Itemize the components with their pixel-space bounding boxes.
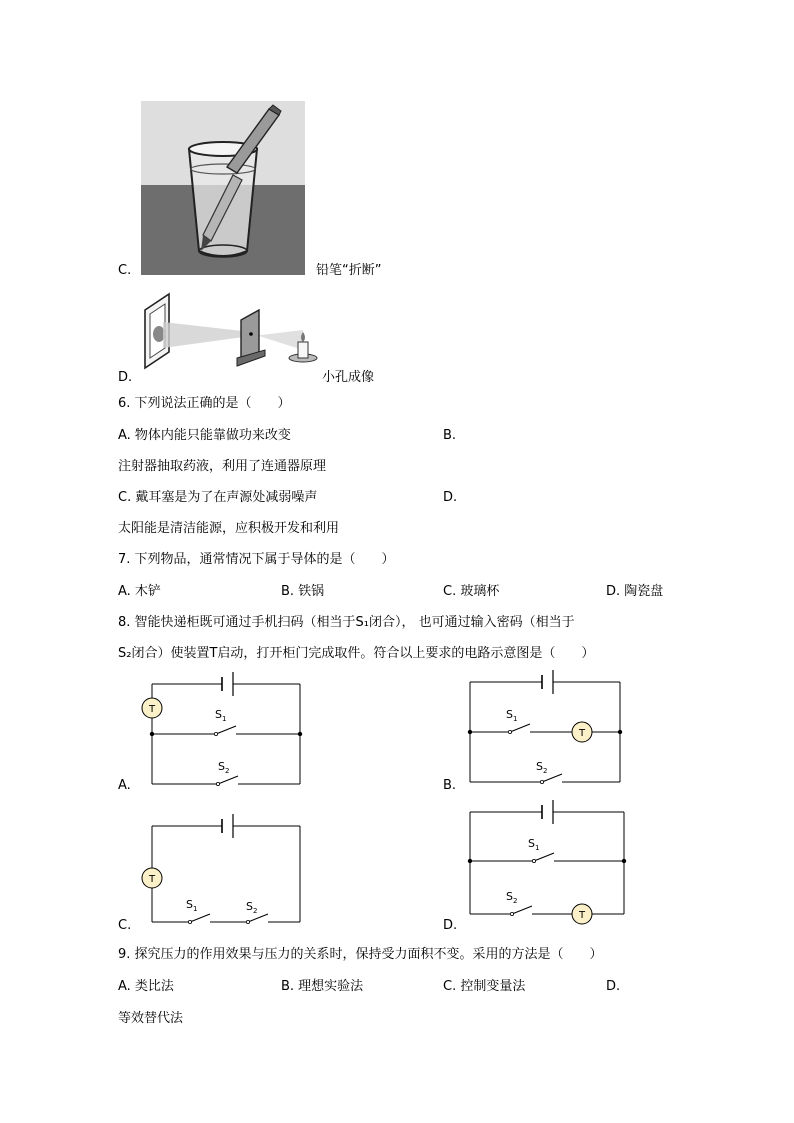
- circuit-c-s2: S: [246, 900, 253, 913]
- question-6-option-c: C. 戴耳塞是为了在声源处减弱噪声: [118, 490, 318, 505]
- circuit-d-s1-sub: 1: [535, 844, 540, 852]
- circuit-a-s2: S: [218, 760, 225, 773]
- question-7-option-b: B. 铁锅: [281, 584, 325, 599]
- option-c-label: C.: [118, 263, 132, 278]
- question-7-stem: 7. 下列物品，通常情况下属于导体的是（ ）: [118, 552, 395, 567]
- circuit-b-diagram: [462, 670, 632, 790]
- circuit-a-device-t: T: [148, 704, 156, 715]
- question-6-stem: 6. 下列说法正确的是（ ）: [118, 396, 291, 411]
- circuit-d-device-t: T: [578, 910, 586, 921]
- circuit-a-s1-sub: 1: [222, 715, 227, 723]
- question-9-option-b: B. 理想实验法: [281, 979, 364, 994]
- question-7-option-d: D. 陶瓷盘: [606, 584, 664, 599]
- pencil-in-water-image: [141, 101, 305, 275]
- circuit-b-s1: S: [506, 708, 513, 721]
- question-6-option-a: A. 物体内能只能靠做功来改变: [118, 428, 291, 443]
- option-c-caption: 铅笔“折断”: [316, 263, 382, 278]
- circuit-d-label: D.: [443, 918, 458, 933]
- question-9-option-d-label: D.: [606, 979, 621, 994]
- circuit-d-s2-sub: 2: [513, 897, 518, 905]
- question-9-option-c: C. 控制变量法: [443, 979, 526, 994]
- circuit-c-device-t: T: [148, 874, 156, 885]
- circuit-d-s1: S: [528, 837, 535, 850]
- circuit-c-diagram: [138, 812, 312, 930]
- question-7-option-a: A. 木铲: [118, 584, 161, 599]
- circuit-a-s1: S: [215, 708, 222, 721]
- question-8-stem-line2: S₂闭合）使装置T启动，打开柜门完成取件。符合以上要求的电路示意图是（ ）: [118, 646, 595, 661]
- circuit-b-device-t: T: [578, 728, 586, 739]
- question-6-option-b-label: B.: [443, 428, 457, 443]
- circuit-c-s1: S: [186, 898, 193, 911]
- question-6-option-d-text: 太阳能是清洁能源，应积极开发和利用: [118, 521, 340, 536]
- circuit-a-diagram: [138, 672, 312, 792]
- question-9-option-d-text: 等效替代法: [118, 1011, 184, 1026]
- circuit-b-label: B.: [443, 778, 457, 793]
- question-8-stem-line1: 8. 智能快递柜既可通过手机扫码（相当于S₁闭合）， 也可通过输入密码（相当于: [118, 615, 575, 630]
- circuit-a-label: A.: [118, 778, 131, 793]
- question-6-option-b-text: 注射器抽取药液，利用了连通器原理: [118, 459, 327, 474]
- circuit-b-s1-sub: 1: [513, 715, 518, 723]
- circuit-b-s2: S: [536, 760, 543, 773]
- circuit-b-s2-sub: 2: [543, 767, 548, 775]
- circuit-c-s1-sub: 1: [193, 905, 198, 913]
- question-9-option-a: A. 类比法: [118, 979, 174, 994]
- circuit-d-diagram: [462, 800, 632, 930]
- circuit-a-s2-sub: 2: [225, 767, 230, 775]
- option-d-label: D.: [118, 370, 133, 385]
- circuit-c-s2-sub: 2: [253, 907, 258, 915]
- circuit-d-s2: S: [506, 890, 513, 903]
- pinhole-imaging-image: [141, 290, 321, 372]
- question-7-option-c: C. 玻璃杯: [443, 584, 500, 599]
- circuit-c-label: C.: [118, 918, 132, 933]
- option-d-caption: 小孔成像: [322, 370, 375, 385]
- question-9-stem: 9. 探究压力的作用效果与压力的关系时，保持受力面积不变。采用的方法是（ ）: [118, 947, 603, 962]
- question-6-option-d-label: D.: [443, 490, 458, 505]
